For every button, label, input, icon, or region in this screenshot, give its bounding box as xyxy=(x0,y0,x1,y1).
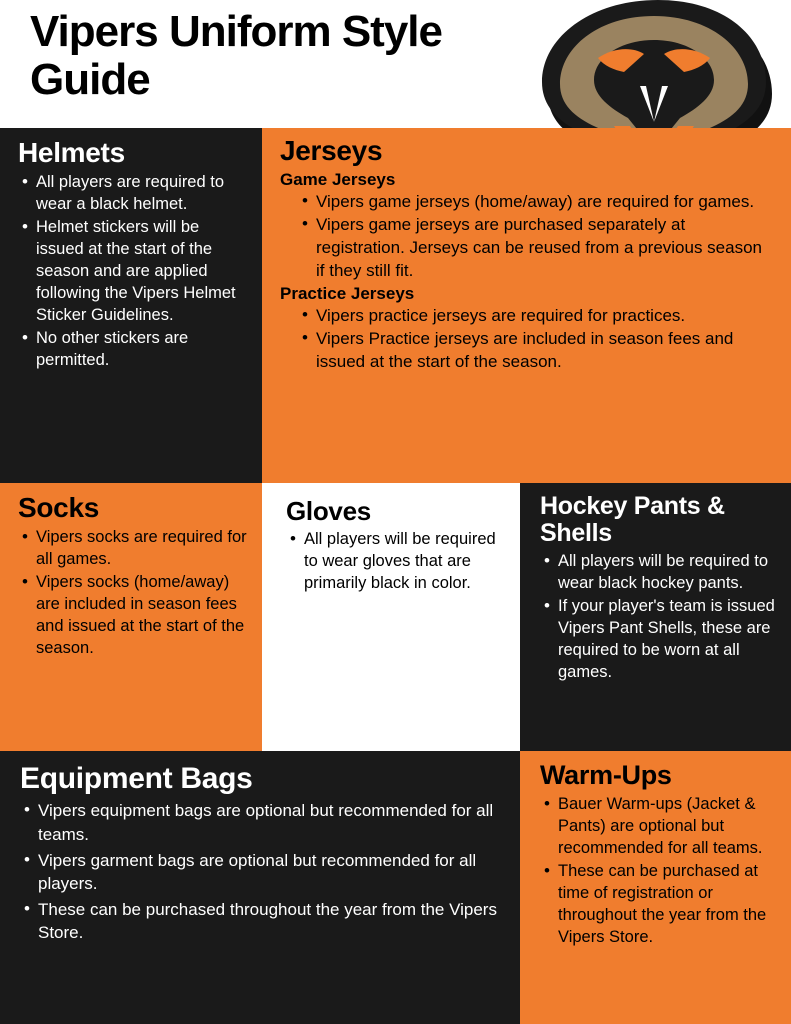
list-item: • Vipers game jerseys are purchased separately at registration. Jerseys can be reused from a previous season if they still fit. xyxy=(298,214,775,282)
list-item: • Vipers Practice jerseys are included in season fees and issued at the start of the season. xyxy=(298,328,775,373)
section-hockey-pants-title: Hockey Pants & Shells xyxy=(540,492,725,547)
section-jerseys xyxy=(262,128,791,483)
list-item: • If your player's team is issued Vipers Pant Shells, these are required to be worn at all games. xyxy=(540,596,779,684)
section-gloves xyxy=(262,483,520,751)
section-helmets-title: Helmets xyxy=(18,137,125,168)
list-item: • No other stickers are permitted. xyxy=(18,328,248,372)
list-item: • All players are required to wear a black helmet. xyxy=(18,172,248,216)
page-header xyxy=(0,0,791,128)
list-item: • Vipers practice jerseys are required for practices. xyxy=(298,305,775,328)
section-hockey-pants-list xyxy=(540,551,779,684)
subsection-practice-jerseys-title: Practice Jerseys xyxy=(280,284,415,304)
list-item: • Vipers equipment bags are optional but recommended for all teams. xyxy=(20,799,506,845)
section-warm-ups-title: Warm-Ups xyxy=(540,760,672,790)
section-warm-ups-list xyxy=(540,794,779,949)
list-item: • All players will be required to wear black hockey pants. xyxy=(540,551,779,595)
section-helmets-list xyxy=(18,172,248,371)
list-item: • These can be purchased throughout the year from the Vipers Store. xyxy=(20,898,506,944)
section-gloves-title: Gloves xyxy=(286,496,371,526)
section-socks xyxy=(0,483,262,751)
section-equipment-bags xyxy=(0,751,520,1024)
page-title: Vipers Uniform Style Guide xyxy=(30,7,442,104)
section-equipment-bags-list xyxy=(20,799,506,944)
section-gloves-list xyxy=(286,529,506,595)
list-item: • These can be purchased at time of registration or throughout the year from the Vipers Store. xyxy=(540,861,779,949)
subsection-game-jerseys-list xyxy=(280,191,775,282)
section-jerseys-title: Jerseys xyxy=(280,135,383,166)
list-item: • Vipers garment bags are optional but recommended for all players. xyxy=(20,849,506,895)
section-helmets xyxy=(0,128,262,483)
list-item: • All players will be required to wear gloves that are primarily black in color. xyxy=(286,529,506,595)
subsection-game-jerseys-title: Game Jerseys xyxy=(280,170,396,190)
list-item: • Vipers socks (home/away) are included in season fees and issued at the start of the season. xyxy=(18,572,248,660)
list-item: • Vipers game jerseys (home/away) are required for games. xyxy=(298,191,775,214)
section-socks-title: Socks xyxy=(18,492,99,523)
list-item: • Bauer Warm-ups (Jacket & Pants) are optional but recommended for all teams. xyxy=(540,794,779,860)
section-equipment-bags-title: Equipment Bags xyxy=(20,762,253,795)
list-item: • Vipers socks are required for all games. xyxy=(18,527,248,571)
section-hockey-pants-and-shells xyxy=(520,483,791,751)
subsection-practice-jerseys-list xyxy=(280,305,775,374)
section-socks-list xyxy=(18,527,248,660)
list-item: • Helmet stickers will be issued at the start of the season and are applied following the Vipers Helmet Sticker Guidelines. xyxy=(18,217,248,327)
section-warm-ups xyxy=(520,751,791,1024)
